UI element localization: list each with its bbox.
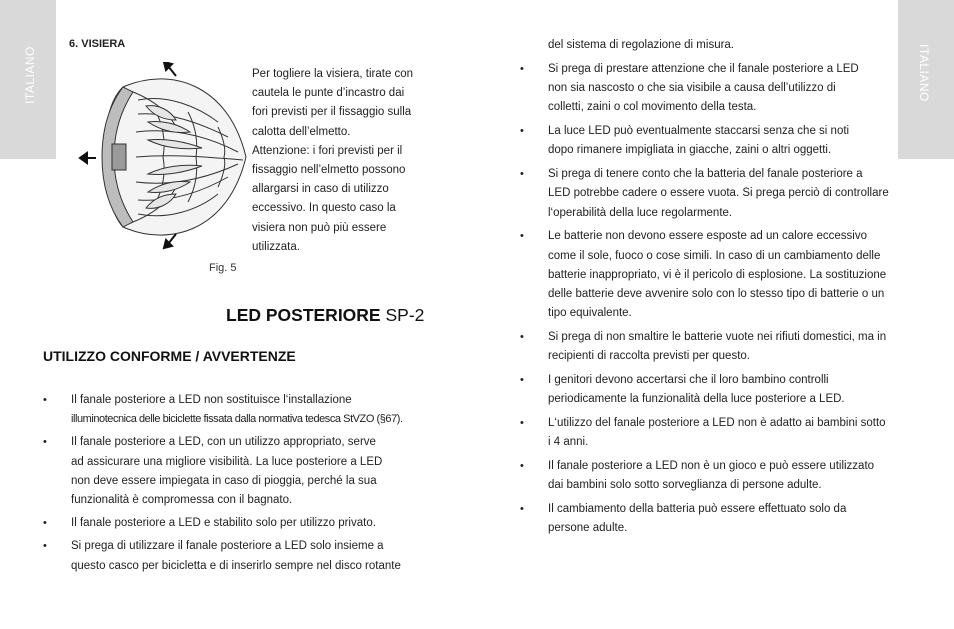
list-item-line: funzionalità è compromessa con il bagnato. [71,494,293,507]
list-item-line: • Il fanale posteriore a LED e stabilito solo per utilizzo privato. [71,517,376,530]
list-item-line: persone adulte. [548,522,628,535]
visor-line: calotta dell’elmetto. [252,125,351,138]
list-item-line: • Il fanale posteriore a LED, con un utilizzo appropriato, serve [71,436,376,449]
visor-line: visiera non può più essere [252,221,387,234]
visor-line: eccessivo. In questo caso la [252,202,396,215]
list-item-line: recipienti di raccolta previsti per questo. [548,350,750,363]
visor-instructions [252,65,442,257]
visor-line: fissaggio nell’elmetto possono [252,164,406,177]
list-item [43,537,443,575]
list-item [520,500,915,538]
visor-line: cautela le punte d’incastro dai [252,87,405,100]
list-item-line: • L‘utilizzo del fanale posteriore a LED non è adatto ai bambini sotto [548,417,886,430]
list-item-line: • Si prega di non smaltire le batterie vuote nei rifiuti domestici, ma in [548,331,887,344]
list-item [520,457,915,495]
visor-heading: 6. VISIERA [69,38,126,50]
list-item [520,165,915,223]
list-item [520,60,915,118]
product-title [226,305,424,326]
list-item [520,414,915,452]
list-item [520,227,915,323]
list-item-line: questo casco per bicicletta e di inserirlo sempre nel disco rotante [71,559,401,572]
list-item-line: • Il fanale posteriore a LED non sostituisce l‘installazione [71,394,352,406]
list-item-line: i 4 anni. [548,436,589,449]
list-item [43,391,443,429]
helmet-visor-illustration [78,62,248,252]
visor-line: utilizzata. [252,240,300,253]
figure-caption: Fig. 5 [209,262,237,274]
language-tab-right-label: ITALIANO [917,44,931,102]
visor-line: allargarsi in caso di utilizzo [252,183,389,196]
product-title-bold: LED POSTERIORE [226,305,381,325]
list-item-line: ad assicurare una migliore visibilità. La luce posteriore a LED [71,455,383,468]
list-item-line: delle batterie deve avvenire solo con lo stesso tipo di batterie o un [548,288,885,301]
visor-line: Attenzione: i fori previsti per il [252,144,403,157]
list-item-line: • Il fanale posteriore a LED non è un gioco e può essere utilizzato [548,460,875,473]
list-item-line: dai bambini solo sotto sorveglianza di persone adulte. [548,479,822,492]
visor-line: fori previsti per il fissaggio sulla [252,106,412,119]
list-item-line: colletti, zaini o col movimento della testa. [548,101,757,114]
list-item-line: tipo equivalente. [548,307,632,320]
list-item-line: periodicamente la funzionalità della luce posteriore a LED. [548,393,845,406]
language-tab-left [0,0,56,159]
usage-heading: UTILIZZO CONFORME / AVVERTENZE [43,348,296,364]
list-item-line: non deve essere impiegata in caso di pioggia, perché la sua [71,474,377,487]
product-model: SP-2 [380,305,425,325]
continuation-text: del sistema di regolazione di misura. [548,39,735,51]
list-item-line: l‘operabilità della luce regolarmente. [548,206,733,219]
list-item-line: batterie inappropriato, vi è il pericolo di esplosione. La sostituzione [548,268,887,281]
list-item [43,433,443,510]
list-item-line: • I genitori devono accertarsi che il loro bambino controlli [548,374,829,387]
list-item-line: • Si prega di utilizzare il fanale posteriore a LED solo insieme a [71,540,384,553]
list-item [520,328,915,366]
visor-line: Per togliere la visiera, tirate con [252,68,414,80]
list-item-line: come il sole, fuoco o cose simili. In caso di un cambiamento delle [548,249,881,262]
language-tab-left-label: ITALIANO [23,46,37,104]
list-item [520,371,915,409]
list-item [43,514,443,533]
list-item-line: illuminotecnica delle biciclette fissata dalla normativa tedesca StVZO (§67). [71,413,403,426]
list-item-line: dopo rimanere impigliata in giacche, zaini o altri oggetti. [548,144,832,157]
right-warnings-list [520,60,915,543]
list-item-line: • Si prega di tenere conto che la batteria del fanale posteriore a [548,168,863,181]
list-item-line: • La luce LED può eventualmente staccarsi senza che si noti [548,125,850,138]
list-item [520,122,915,160]
list-item-line: • Le batterie non devono essere esposte ad un calore eccessivo [548,230,868,243]
left-warnings-list [43,391,443,580]
list-item-line: • Si prega di prestare attenzione che il fanale posteriore a LED [548,63,859,75]
list-item-line: non sia nascosto o che sia visibile a causa dell’utilizzo di [548,82,836,95]
list-item-line: • Il cambiamento della batteria può essere effettuato solo da [548,503,847,516]
list-item-line: LED potrebbe cadere o essere vuota. Si prega perciò di controllare [548,187,889,200]
